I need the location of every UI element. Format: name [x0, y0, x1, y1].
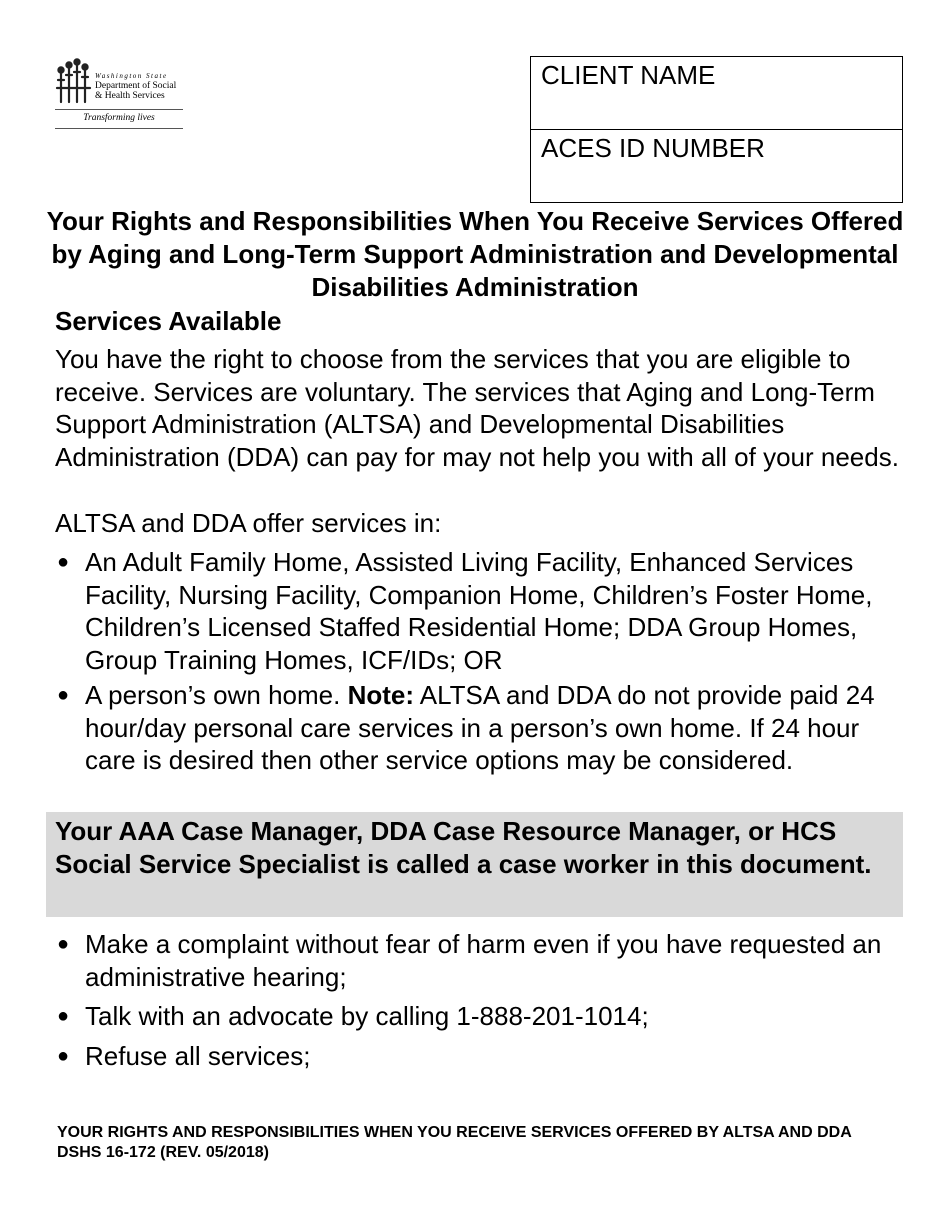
client-name-field[interactable] [531, 57, 902, 130]
footer-title: YOUR RIGHTS AND RESPONSIBILITIES WHEN YOU RECEIVE SERVICES OFFERED BY ALTSA AND DDA [57, 1124, 852, 1141]
bullet-icon: ● [57, 1044, 70, 1067]
list-item-text-before: A person’s own home. [85, 680, 348, 710]
form-footer [57, 1123, 897, 1163]
logo-dept-line1: Department of Social [95, 81, 177, 91]
aces-id-label: ACES ID NUMBER [541, 133, 765, 163]
rights-list [55, 928, 905, 1072]
bullet-icon: ● [57, 551, 70, 573]
list-item-text: Refuse all services; [85, 1040, 311, 1071]
bullet-icon: ● [57, 684, 70, 706]
list-item-text: An Adult Family Home, Assisted Living Facility, Enhanced Services Facility, Nursing Facility, Companion Home, Children’s Foster Home, Children’s Licensed Staffed Residential Home; DDA Group Homes, Group Training Homes, ICF/IDs; OR [85, 547, 873, 675]
list-item-text-after: ALTSA and DDA do not provide paid 24 hour/day personal care services in a person’s own home. If 24 hour care is desired then other service options may be considered. [85, 680, 875, 775]
case-worker-callout [46, 812, 903, 917]
list-item [55, 546, 905, 676]
logo-dept-line2: & Health Services [95, 91, 165, 101]
logo-rule-top [55, 109, 183, 110]
aces-id-field[interactable] [531, 130, 902, 202]
bullet-icon: ● [57, 933, 70, 955]
people-figures-icon [55, 58, 93, 106]
services-paragraph: You have the right to choose from the services that you are eligible to receive. Services are voluntary. The services that Aging and Long-Term Support Administration (ALTSA) and Developmental Disabilities Administration (DDA) can pay for may not help you with all of your needs. [55, 344, 899, 472]
list-item [55, 1000, 905, 1033]
dshs-logo [55, 58, 185, 133]
list-item-text: Talk with an advocate by calling 1-888-201-1014; [85, 1001, 649, 1031]
document-title: Your Rights and Responsibilities When You Receive Services Offered by Aging and Long-Term Support Administration and Developmental Disabilities Administration [46, 206, 904, 302]
client-id-box [530, 56, 903, 203]
services-intro: ALTSA and DDA offer services in: [55, 508, 442, 538]
list-item-text: Make a complaint without fear of harm even if you have requested an administrative hearing; [85, 929, 882, 992]
bullet-icon: ● [57, 1005, 70, 1027]
callout-text: Your AAA Case Manager, DDA Case Resource Manager, or HCS Social Service Specialist is called a case worker in this document. [55, 816, 872, 879]
footer-form-number: DSHS 16-172 (REV. 05/2018) [57, 1144, 269, 1161]
services-available-heading: Services Available [55, 306, 282, 336]
service-settings-list [55, 546, 905, 777]
note-label: Note: [347, 680, 415, 710]
list-item [55, 928, 905, 993]
list-item [55, 1040, 905, 1073]
logo-tagline: Transforming lives [83, 113, 155, 123]
client-name-label: CLIENT NAME [541, 60, 716, 90]
logo-state-text: Washington State [95, 72, 168, 80]
logo-rule-bottom [55, 128, 183, 129]
list-item [55, 679, 905, 777]
